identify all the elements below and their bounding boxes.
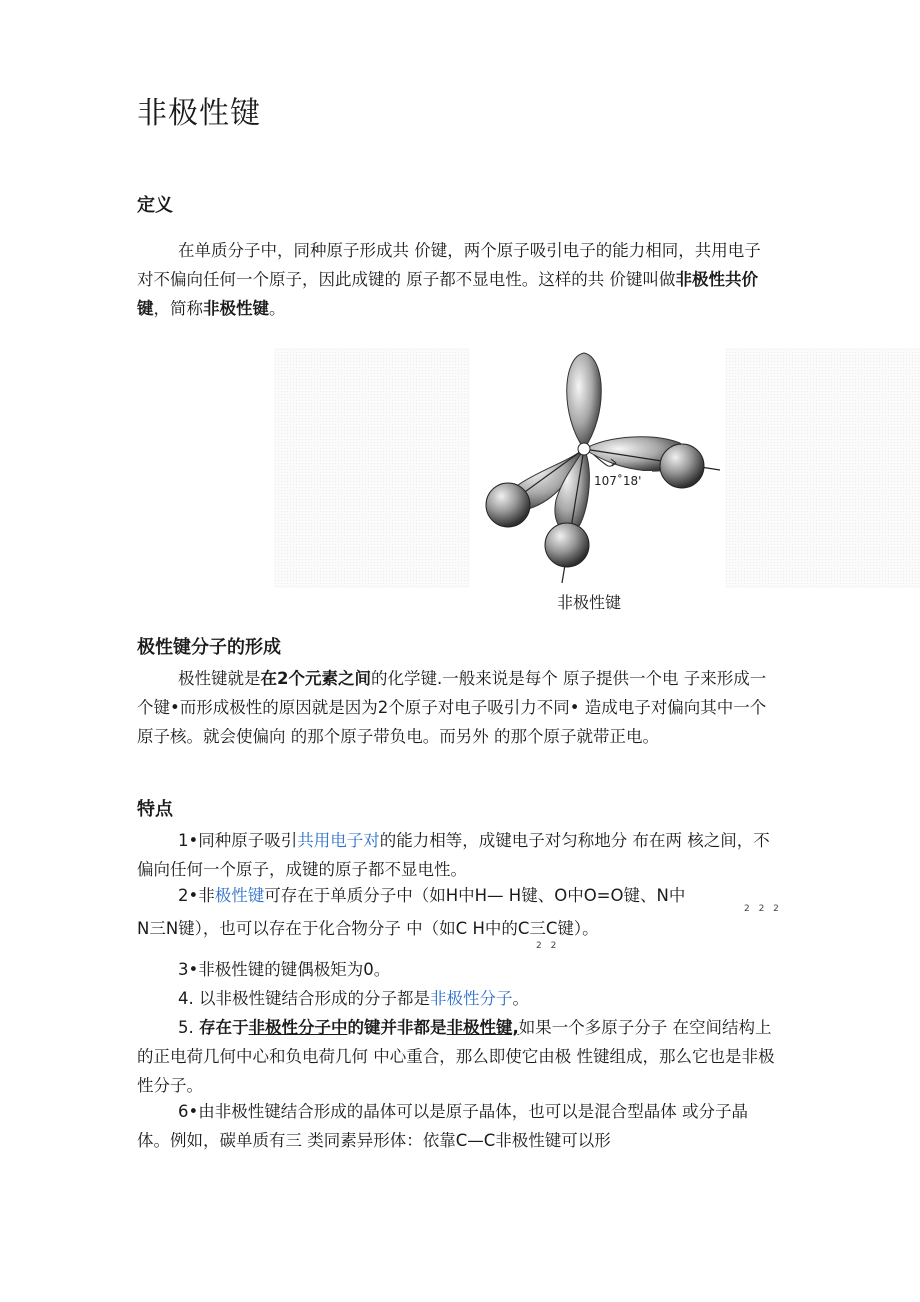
- feature-5-underlined-2: 非极性键,: [446, 1018, 519, 1037]
- section-heading-formation: 极性键分子的形成: [137, 637, 281, 658]
- definition-paragraph: [137, 236, 777, 323]
- feature-3: 3•非极性键的键偶极矩为0。: [178, 960, 391, 979]
- angle-label: 107˚18': [594, 474, 642, 488]
- feature-5-number: 5.: [178, 1018, 199, 1037]
- feature-2-subscripts-2: 2 2: [536, 941, 560, 951]
- feature-2-text-a: 2•非: [178, 886, 215, 905]
- formation-text-2: 的化学键.一般来说是每个 原子提供一个电 子来形成一个键•而形成极性的原因就是因为2个原子对电子吸引力不同• 造成电子对偏向其中一个原子核。就会使偏向 的那个原子带负电。而另外 的那个原子就带正电。: [137, 669, 767, 746]
- feature-5-underlined-1: 非极性分子中: [248, 1018, 348, 1037]
- link-polar-bond[interactable]: 极性键: [214, 886, 265, 905]
- link-shared-electron-pair[interactable]: 共用电子对: [297, 831, 380, 850]
- formation-text-1: 极性键就是: [178, 669, 261, 688]
- definition-term-1: 非极性共价键: [137, 270, 758, 318]
- section-heading-definition: 定义: [137, 195, 173, 216]
- feature-5-bold-1: 存在于: [199, 1018, 249, 1037]
- link-nonpolar-molecule[interactable]: 非极性分子: [430, 989, 513, 1008]
- section-heading-features: 特点: [137, 799, 173, 820]
- feature-5: [137, 1013, 777, 1100]
- definition-text-1: 在单质分子中，同种原子形成共 价键，两个原子吸引电子的能力相同，共用电子对不偏向任何一个原子，因此成键的 原子都不显电性。这样的共 价键叫做: [137, 241, 761, 289]
- formation-bold: 在2个元素之间: [260, 669, 371, 688]
- orbital-diagram: [470, 345, 725, 590]
- figure-caption: 非极性键: [557, 593, 622, 612]
- feature-1-text-a: 1•同种原子吸引: [178, 831, 298, 850]
- feature-6: 6•由非极性键结合形成的晶体可以是原子晶体，也可以是混合型晶体 或分子晶体。例如，碳单质有三 类同素异形体：依靠C—C非极性键可以形: [137, 1102, 748, 1150]
- feature-1: [137, 826, 777, 884]
- feature-2-line-1: [137, 881, 777, 910]
- feature-4-text-a: 4. 以非极性键结合形成的分子都是: [178, 989, 430, 1008]
- definition-text-2: ，简称: [153, 299, 203, 318]
- definition-text-3: 。: [269, 299, 286, 318]
- feature-4: [137, 984, 777, 1013]
- feature-4-text-b: 。: [512, 989, 529, 1008]
- feature-2-subscripts-1: 2 2 2: [744, 904, 782, 914]
- feature-5-bold-2: 的键并非都是: [347, 1018, 447, 1037]
- figure-noise-right: [725, 348, 920, 588]
- feature-2-text-b: 可存在于单质分子中（如H中H— H键、O中O=O键、N中: [264, 886, 686, 905]
- feature-1-text-b: 的能力相等，成键电子对匀称地分 布在两 核之间，不偏向任何一个原子，成键的原子都不显电性。: [137, 831, 770, 879]
- page-title: 非极性键: [137, 96, 261, 131]
- formation-paragraph: [137, 664, 777, 751]
- feature-5-text: 如果一个多原子分子 在空间结构上的正电荷几何中心和负电荷几何 中心重合，那么即使它由极 性键组成，那么它也是非极性分子。: [137, 1018, 775, 1095]
- feature-2-line-2: N三N键），也可以存在于化合物分子 中（如C H中的C三C键）。: [137, 919, 599, 938]
- definition-term-2: 非极性键: [203, 299, 269, 318]
- figure-noise-left: [274, 348, 470, 588]
